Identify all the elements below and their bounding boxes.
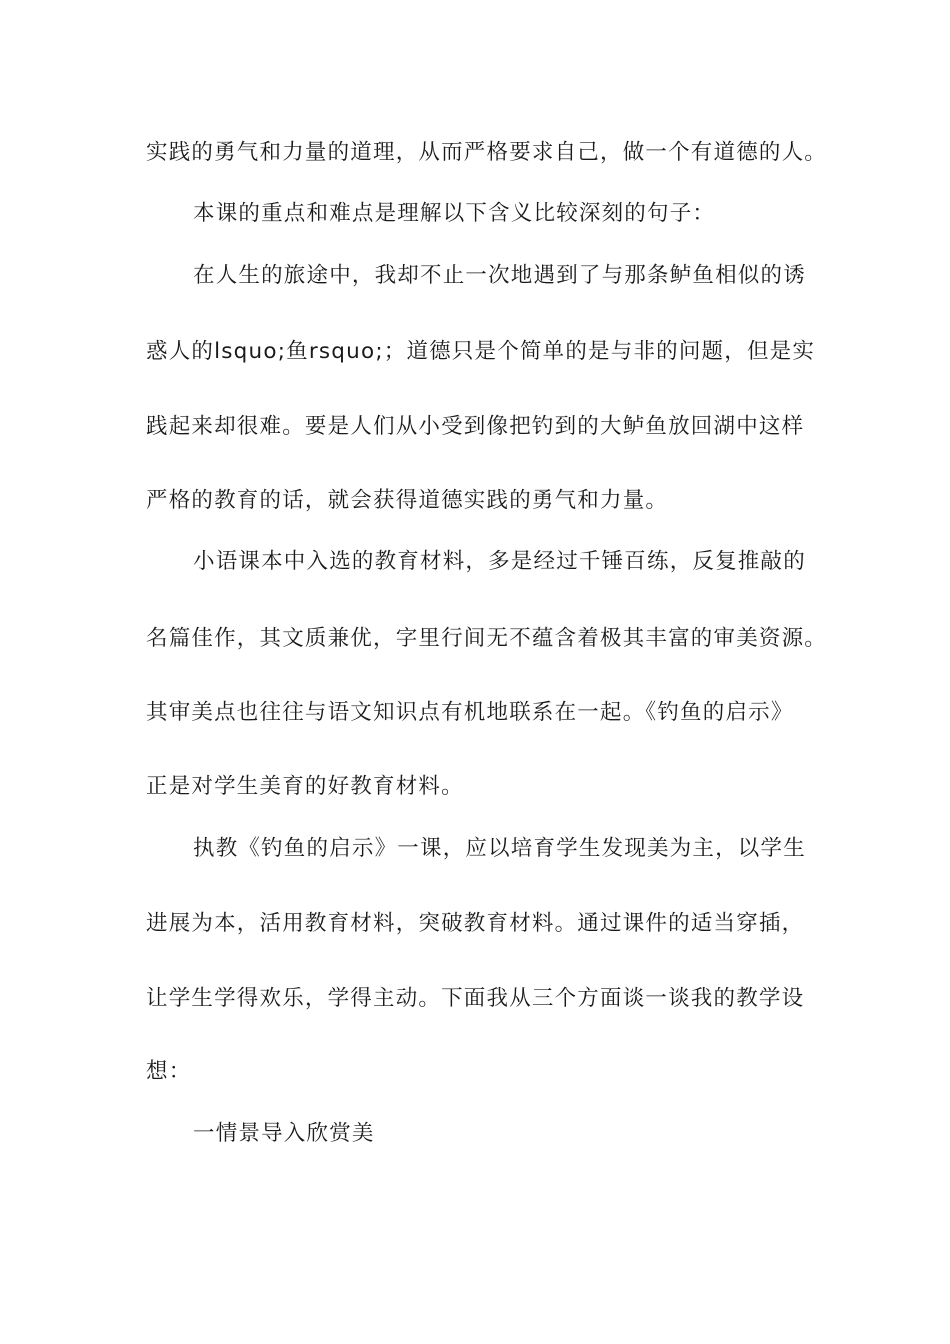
text-line: 实践的勇气和力量的道理，从而严格要求自己，做一个有道德的人。 — [146, 140, 828, 165]
text-line: 执教《钓鱼的启示》一课，应以培育学生发现美为主，以学生 — [193, 836, 806, 861]
text-line: 惑人的lsquo;鱼rsquo;；道德只是个简单的是与非的问题，但是实 — [146, 339, 816, 364]
text-line: 让学生学得欢乐，学得主动。下面我从三个方面谈一谈我的教学设 — [146, 986, 805, 1011]
text-line: 想： — [146, 1059, 192, 1084]
text-line: 在人生的旅途中，我却不止一次地遇到了与那条鲈鱼相似的诱 — [193, 263, 806, 288]
text-line: 本课的重点和难点是理解以下含义比较深刻的句子： — [193, 201, 716, 226]
text-line: 小语课本中入选的教育材料，多是经过千锤百练，反复推敲的 — [193, 549, 806, 574]
text-line: 正是对学生美育的好教育材料。 — [146, 774, 464, 799]
text-line: 践起来却很难。要是人们从小受到像把钓到的大鲈鱼放回湖中这样 — [146, 414, 805, 439]
text-line: 严格的教育的话，就会获得道德实践的勇气和力量。 — [146, 488, 669, 513]
text-line: 名篇佳作，其文质兼优，字里行间无不蕴含着极其丰富的审美资源。 — [146, 626, 828, 651]
section-heading: 一情景导入欣赏美 — [193, 1121, 375, 1146]
text-line: 进展为本，活用教育材料，突破教育材料。通过课件的适当穿插， — [146, 911, 805, 936]
text-line: 其审美点也往往与语文知识点有机地联系在一起。《钓鱼的启示》 — [146, 700, 794, 725]
